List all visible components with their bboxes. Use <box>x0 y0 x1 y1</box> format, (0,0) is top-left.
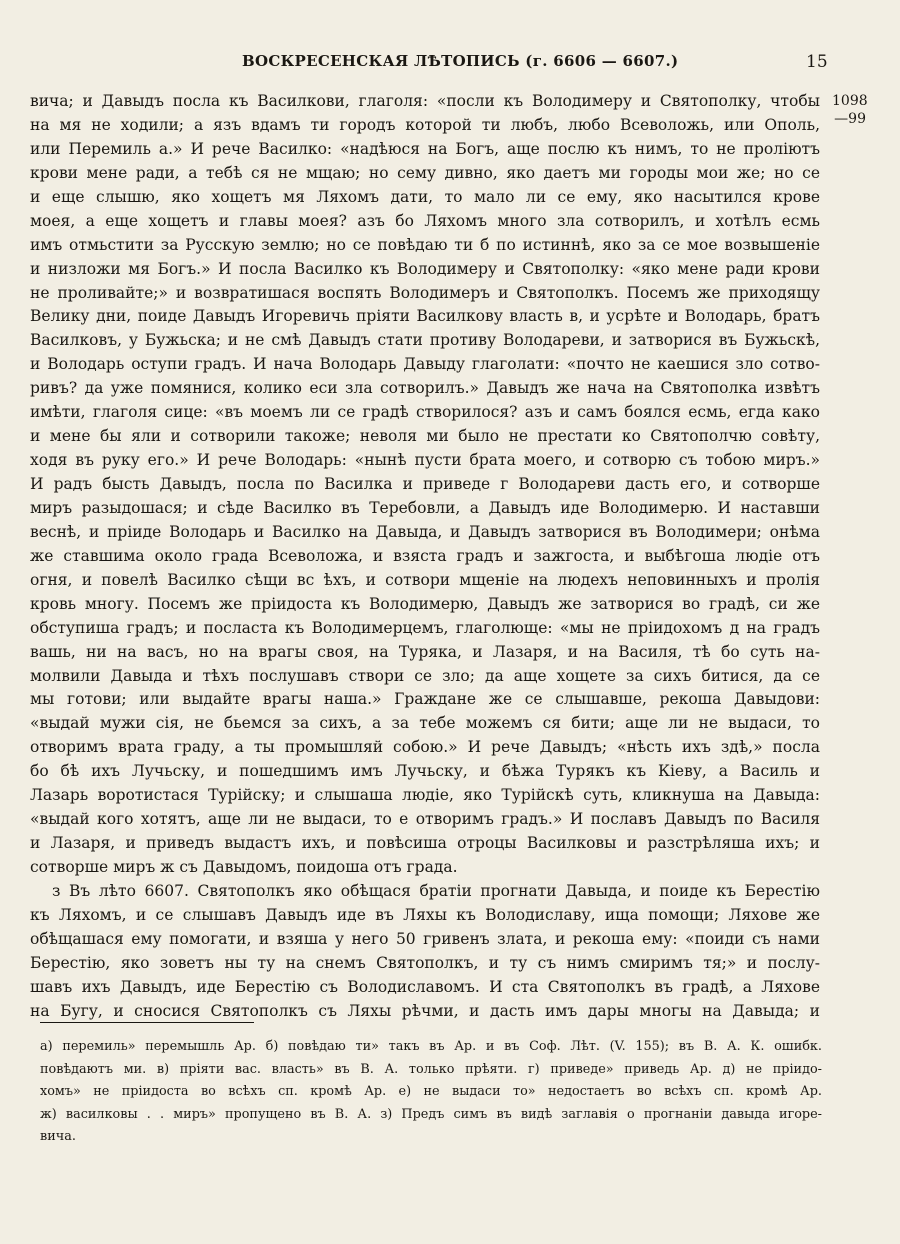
footnote-line: вича. <box>40 1129 76 1144</box>
chronicle-body-text <box>30 90 820 1024</box>
footnote-line: а) перемиль» перемышль Ар. б) повѣдаю ти» такъ въ Ар. и въ Соф. Лѣт. (V. 155); въ В. А. К. ошибк. <box>40 1039 822 1054</box>
text-line: Берестiю, яко зоветъ ны ту на снемъ Святополкъ, и ту съ нимъ смиримъ тя;» и послу- <box>30 953 820 972</box>
page-header <box>0 52 900 76</box>
text-line: не проливайте;» и возвратишася воспять Володимеръ и Святополкъ. Посемъ же приходящу <box>30 283 820 302</box>
footnotes <box>40 1036 822 1149</box>
margin-year-note <box>832 92 866 128</box>
text-line: ривъ? да уже помянися, колико еси зла сотворилъ.» Давыдъ же нача на Святополка извѣтъ <box>30 379 820 398</box>
text-line: Лазарь воротистася Турiйску; и слышаша людiе, яко Турiйскѣ суть, кликнуша на Давыда: <box>30 786 820 805</box>
text-line: моея, а еще хощетъ и главы моея? азъ бо Ляхомъ много зла сотворилъ, и хотѣлъ есмь <box>30 211 820 230</box>
text-line: вича; и Давыдъ посла къ Василкови, глаголя: «посли къ Володимеру и Святополку, чтобы <box>30 92 820 110</box>
text-line: ходя въ руку его.» И рече Володарь: «нынѣ пусти брата моего, и сотворю съ тобою миръ.» <box>30 451 820 470</box>
text-line: огня, и повелѣ Василко сѣщи вс ѣхъ, и сотвори мщенiе на людехъ неповинныхъ и пролiя <box>30 570 820 589</box>
running-title: ВОСКРЕСЕНСКАЯ ЛѢТОПИСЬ (г. 6606 — 6607.) <box>242 52 679 70</box>
text-line: къ Ляхомъ, и се слышавъ Давыдъ иде въ Ляхы къ Володиславу, ища помощи; Ляхове же <box>30 905 820 924</box>
text-line: шавъ ихъ Давыдъ, иде Берестiю съ Володиславомъ. И ста Святополкъ въ градѣ, а Ляхове <box>30 977 820 996</box>
text-line: и еще слышю, яко хощетъ мя Ляхомъ дати, то мало ли се ему, яко насытился крове <box>30 187 820 206</box>
text-line: обступиша градъ; и посласта къ Володимерцемъ, глаголюще: «мы не прiидохомъ д на градъ <box>30 618 820 637</box>
text-line: на мя не ходили; а язъ вдамъ ти городъ которой ти любъ, любо Всеволожь, или Ополь, <box>30 115 820 134</box>
text-line: или Перемиль а.» И рече Василко: «надѣюся на Богъ, аще послю къ нимъ, то не пролiютъ <box>30 139 820 158</box>
text-line: крови мене ради, а тебѣ ся не мщаю; но сему дивно, яко даетъ ми городы мои же; но се <box>30 163 820 182</box>
text-line: «выдай мужи сiя, не бьемся за сихъ, а за тебе можемъ ся бити; аще ли не выдаси, то <box>30 714 820 733</box>
text-line: и мене бы яли и сотворили такоже; неволя ми было не престати ко Святополчю совѣту, <box>30 427 820 446</box>
text-line: Велику дни, поиде Давыдъ Игоревичь прiяти Василкову власть в, и усрѣте и Володарь, братъ <box>30 307 820 326</box>
text-line: миръ разыдошася; и сѣде Василко въ Теребовли, а Давыдъ иде Володимерю. И наставши <box>30 498 820 517</box>
text-line: и Лазаря, и приведъ выдастъ ихъ, и повѣсиша отроцы Василковы и разстрѣляша ихъ; и <box>30 834 820 853</box>
text-line: веснѣ, и прiиде Володарь и Василко на Давыда, и Давыдъ затворися въ Володимери; онѣма <box>30 522 820 541</box>
text-line: и Володарь оступи градъ. И нача Володарь Давыду глаголати: «почто не каешися зло сотво- <box>30 355 820 374</box>
footnote-line: повѣдаютъ ми. в) прiяти вас. власть» въ В. А. только прѣяти. г) приведе» приведь Ар. д) не прiидо- <box>40 1061 822 1077</box>
text-line: «выдай кого хотятъ, аще ли не выдаси, то е отворимъ градъ.» И пославъ Давыдъ по Василя <box>30 810 820 829</box>
text-line: сотворше миръ ж съ Давыдомъ, поидоша отъ града. <box>30 858 458 876</box>
text-line: молвили Давыда и тѣхъ послушавъ створи се зло; да аще хощете за сихъ битися, да се <box>30 666 820 685</box>
text-line: Василковъ, у Бужьска; и не смѣ Давыдъ стати противу Володареви, и затворися въ Бужьскѣ, <box>30 331 820 350</box>
text-line: з Въ лѣто 6607. Святополкъ яко обѣщася братiи прогнати Давыда, и поиде къ Берестiю <box>52 881 820 900</box>
footnote-line: хомъ» не прiидоста во всѣхъ сп. кромѣ Ар. е) не выдаси то» недостаетъ во всѣхъ сп. кромѣ Ар. <box>40 1084 822 1099</box>
margin-year-top: 1098 <box>832 93 868 109</box>
text-line: на Бугу, и сносися Святополкъ съ Ляхы рѣчми, и дасть имъ дары многы на Давыда; и <box>30 1001 820 1020</box>
margin-year-bottom: —99 <box>834 111 866 127</box>
text-line: мы готови; или выдайте врагы наша.» Граждане же се слышавше, рекоша Давыдови: <box>30 690 820 709</box>
text-line: И радъ бысть Давыдъ, посла по Василка и приведе г Володареви дасть его, и сотворше <box>30 475 820 493</box>
footnote-line: ж) василковы . . миръ» пропущено въ В. А. з) Предъ симъ въ видѣ заглавiя о прогнанiи давыда игоре- <box>40 1106 822 1122</box>
text-line: и низложи мя Богъ.» И посла Василко къ Володимеру и Святополку: «яко мене ради крови <box>30 259 820 278</box>
text-line: же ставшима около града Всеволожа, и взяста градъ и зажгоста, и выбѣгоша людiе отъ <box>30 546 820 565</box>
text-line: отворимъ врата граду, а ты промышляй собою.» И рече Давыдъ; «нѣсть ихъ здѣ,» посла <box>30 738 820 757</box>
text-line: обѣщашася ему помогати, и взяша у него 50 гривенъ злата, и рекоша ему: «поиди съ нами <box>30 929 820 948</box>
footnote-rule <box>40 1022 254 1023</box>
text-line: вашь, ни на васъ, но на врагы своя, на Туряка, и Лазаря, и на Василя, тѣ бо суть на- <box>30 642 820 661</box>
text-line: имъ отмьстити за Русскую землю; но се повѣдаю ти б по истиннѣ, яко за се мое возвышенiе <box>30 235 820 254</box>
text-line: имѣти, глаголя сице: «въ моемъ ли се градѣ створилося? азъ и самъ боялся есмь, егда како <box>30 403 820 422</box>
page-number: 15 <box>806 52 828 72</box>
text-line: кровь многу. Посемъ же прiидоста къ Володимерю, Давыдъ же затворися во градѣ, си же <box>30 594 820 613</box>
text-line: бо бѣ ихъ Лучьску, и пошедшимъ имъ Лучьску, и бѣжа Турякъ къ Кiеву, а Василь и <box>30 762 820 781</box>
